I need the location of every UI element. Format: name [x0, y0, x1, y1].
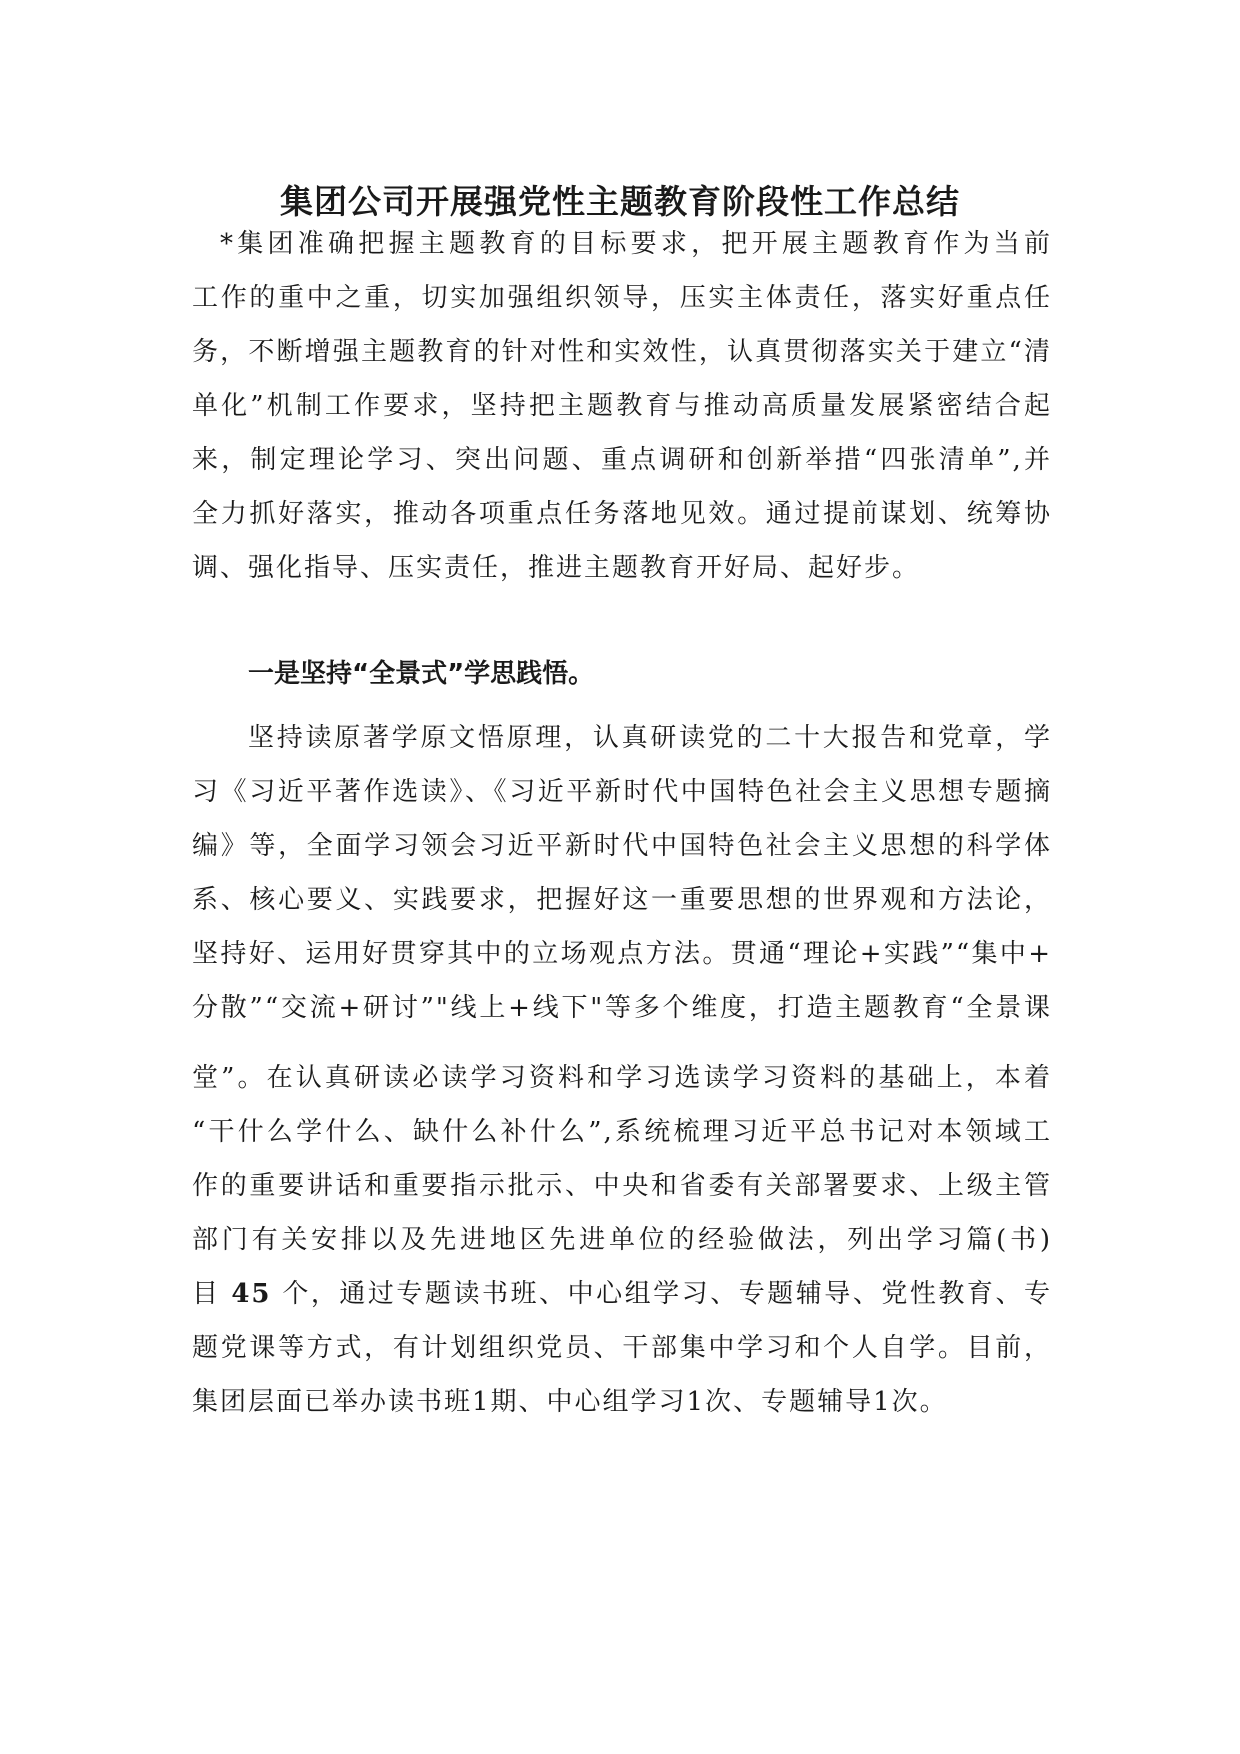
paragraph-2-line-11	[192, 1274, 1052, 1314]
line-suffix: 个，通过专题读书班、中心组学习、专题辅导、党性教育、专	[282, 1279, 1052, 1309]
paragraph-1-line-3: 务，不断增强主题教育的针对性和实效性，认真贯彻落实关于建立“清	[192, 337, 1052, 367]
paragraph-1-line-5: 来，制定理论学习、突出问题、重点调研和创新举措“四张清单”,并	[192, 445, 1052, 475]
paragraph-1-line-2: 工作的重中之重，切实加强组织领导，压实主体责任，落实好重点任	[192, 283, 1052, 313]
count-number: 45	[231, 1279, 272, 1309]
paragraph-1-line-4: 单化”机制工作要求，坚持把主题教育与推动高质量发展紧密结合起	[192, 391, 1052, 421]
paragraph-2-line-4: 系、核心要义、实践要求，把握好这一重要思想的世界观和方法论，	[192, 885, 1052, 915]
paragraph-2-line-6: 分散”“交流+研讨”"线上+线下"等多个维度，打造主题教育“全景课	[192, 993, 1052, 1023]
section-heading: 一是坚持“全景式”学思践悟。	[248, 659, 595, 689]
paragraph-2-line-8: “干什么学什么、缺什么补什么”,系统梳理习近平总书记对本领域工	[192, 1117, 1052, 1147]
paragraph-2-line-1: 坚持读原著学原文悟原理，认真研读党的二十大报告和党章，学	[248, 723, 1052, 753]
paragraph-2-line-13: 集团层面已举办读书班1期、中心组学习1次、专题辅导1次。	[192, 1387, 948, 1417]
paragraph-2-line-5: 坚持好、运用好贯穿其中的立场观点方法。贯通“理论+实践”“集中+	[192, 939, 1052, 969]
paragraph-2-line-12: 题党课等方式，有计划组织党员、干部集中学习和个人自学。目前，	[192, 1333, 1052, 1363]
paragraph-2-line-9: 作的重要讲话和重要指示批示、中央和省委有关部署要求、上级主管	[192, 1171, 1052, 1201]
paragraph-2-line-10: 部门有关安排以及先进地区先进单位的经验做法，列出学习篇(书)	[192, 1225, 1052, 1255]
document-title: 集团公司开展强党性主题教育阶段性工作总结	[280, 182, 960, 221]
paragraph-1-line-1: *集团准确把握主题教育的目标要求，把开展主题教育作为当前	[220, 229, 1052, 259]
paragraph-2-line-2: 习《习近平著作选读》、《习近平新时代中国特色社会主义思想专题摘	[192, 777, 1052, 807]
line-prefix: 目	[192, 1279, 221, 1309]
paragraph-2-line-7: 堂”。在认真研读必读学习资料和学习选读学习资料的基础上，本着	[192, 1063, 1052, 1093]
paragraph-1-line-7: 调、强化指导、压实责任，推进主题教育开好局、起好步。	[192, 553, 921, 583]
paragraph-1-line-6: 全力抓好落实，推动各项重点任务落地见效。通过提前谋划、统筹协	[192, 499, 1052, 529]
paragraph-2-line-3: 编》等，全面学习领会习近平新时代中国特色社会主义思想的科学体	[192, 831, 1052, 861]
